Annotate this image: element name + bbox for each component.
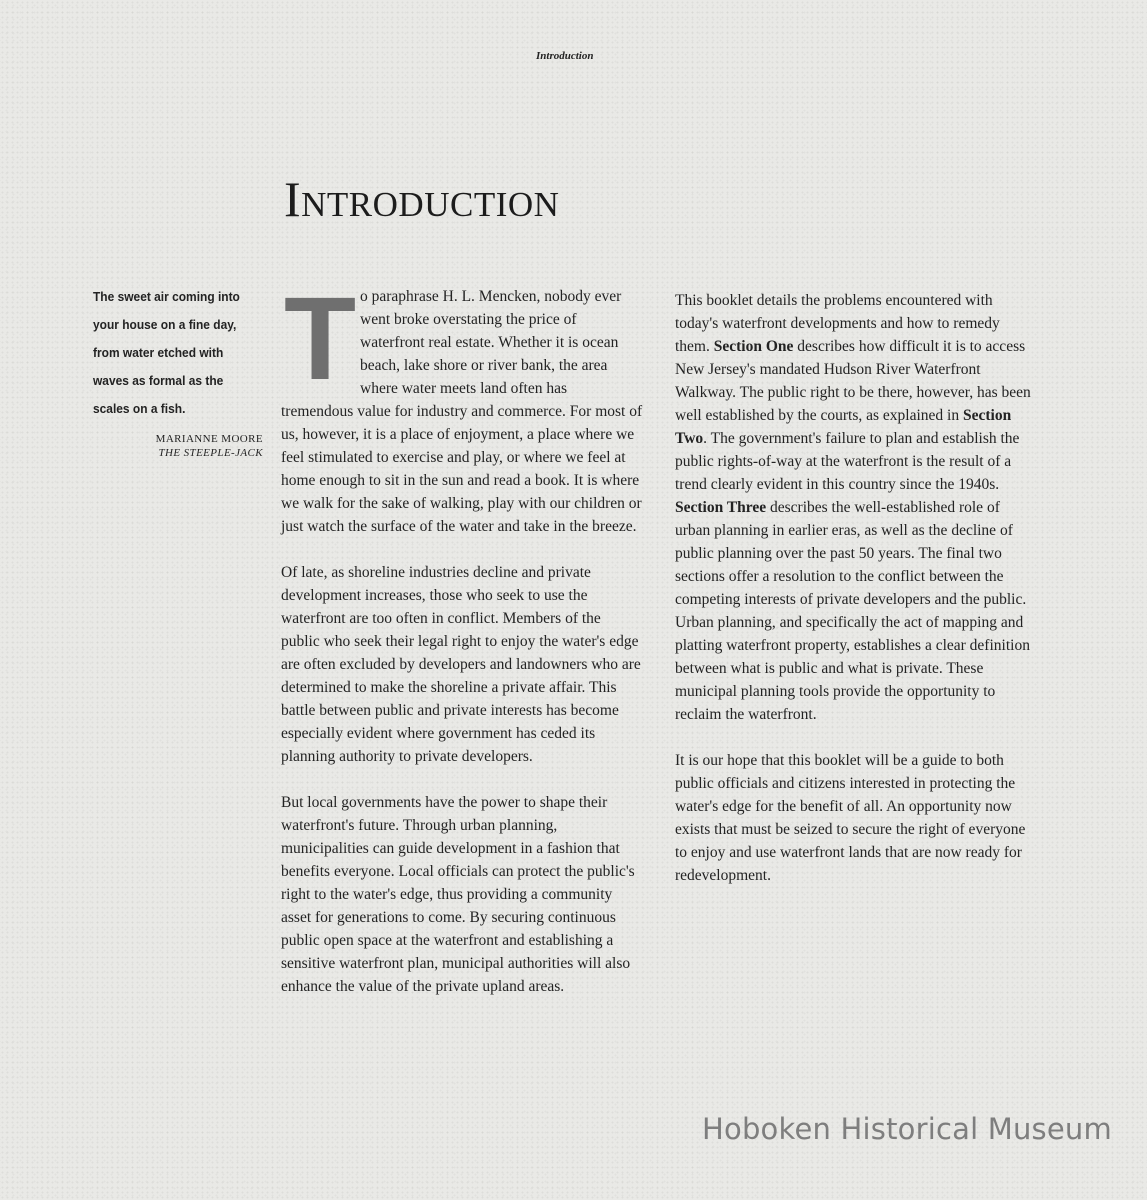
epigraph-author: MARIANNE MOORE xyxy=(155,433,263,445)
drop-cap-letter: T xyxy=(284,273,357,405)
epigraph-line: your house on a fine day, xyxy=(93,317,237,332)
left-text-column xyxy=(281,273,643,998)
epigraph-line: scales on a fish. xyxy=(93,401,186,416)
epigraph-line: from water etched with xyxy=(93,345,224,360)
paragraph: But local governments have the power to shape their waterfront's future. Through urban planning, municipalities can guide development in a fashion that benefits everyone. Local officials can protect the public's right to the water's edge, thus providing a community asset for generations to come. By securing continuous public open space at the waterfront and establishing a sensitive waterfront plan, municipal authorities will also enhance the value of the private upland areas. xyxy=(281,794,635,995)
paragraph-text: describes the well-established role of urban planning in earlier eras, as well as the decline of public planning over the past 50 years. The final two sections offer a resolution to the conflict between the competing interests of private developers and the public. Urban planning, and specifically the act of mapping and platting waterfront property, establishes a clear definition between what is public and what is private. These municipal planning tools provide the opportunity to reclaim the waterfront. xyxy=(675,499,1030,723)
paragraph xyxy=(281,273,643,538)
page-title: Introduction xyxy=(284,171,560,227)
epigraph-quote xyxy=(93,283,259,423)
section-reference: Section Three xyxy=(675,499,767,516)
paragraph: It is our hope that this booklet will be a guide to both public officials and citizens interested in protecting the water's edge for the benefit of all. An opportunity now exists that must be seized to secure the right of everyone to enjoy and use waterfront lands that are now ready for redevelopment. xyxy=(675,752,1026,884)
epigraph-line: The sweet air coming into xyxy=(93,289,240,304)
right-text-column xyxy=(675,289,1031,887)
museum-watermark: Hoboken Historical Museum xyxy=(702,1112,1112,1146)
epigraph-line: waves as formal as the xyxy=(93,373,224,388)
paragraph-text: o paraphrase H. L. Mencken, nobody ever went broke overstating the price of waterfront real estate. Whether it is ocean beach, lake shore or river bank, the area where water meets land often has tremendous value for industry and commerce. For most of us, however, it is a place of enjoyment, a place where we feel stimulated to exercise and play, or where we feel at home enough to sit in the sun and read a book. It is where we walk for the sake of walking, play with our children or just watch the surface of the water and take in the breeze. xyxy=(281,288,643,535)
running-head: Introduction xyxy=(536,50,594,62)
paragraph-text: This booklet details the problems encountered with today's waterfront developments and how to remedy them. xyxy=(675,292,1000,355)
epigraph-work: THE STEEPLE-JACK xyxy=(158,447,263,459)
epigraph-attribution xyxy=(110,432,263,460)
paragraph: Of late, as shoreline industries decline and private development increases, those who seek to use the waterfront are too often in conflict. Members of the public who seek their legal right to enjoy the water's edge are often excluded by developers and landowners who are determined to make the shoreline a private affair. This battle between public and private interests has become especially evident where government has ceded its planning authority to private developers. xyxy=(281,564,641,765)
paragraph xyxy=(675,289,1031,726)
paragraph-text: describes how difficult it is to access New Jersey's mandated Hudson River Waterfront Walkway. The public right to be there, however, has been well established by the courts, as explained in xyxy=(675,338,1031,424)
section-reference: Section Two xyxy=(675,407,1012,447)
paragraph-text: . The government's failure to plan and establish the public rights-of-way at the waterfront is the result of a trend clearly evident in this country since the 1940s. xyxy=(675,430,1020,493)
section-reference: Section One xyxy=(713,338,794,355)
drop-cap xyxy=(284,273,357,405)
